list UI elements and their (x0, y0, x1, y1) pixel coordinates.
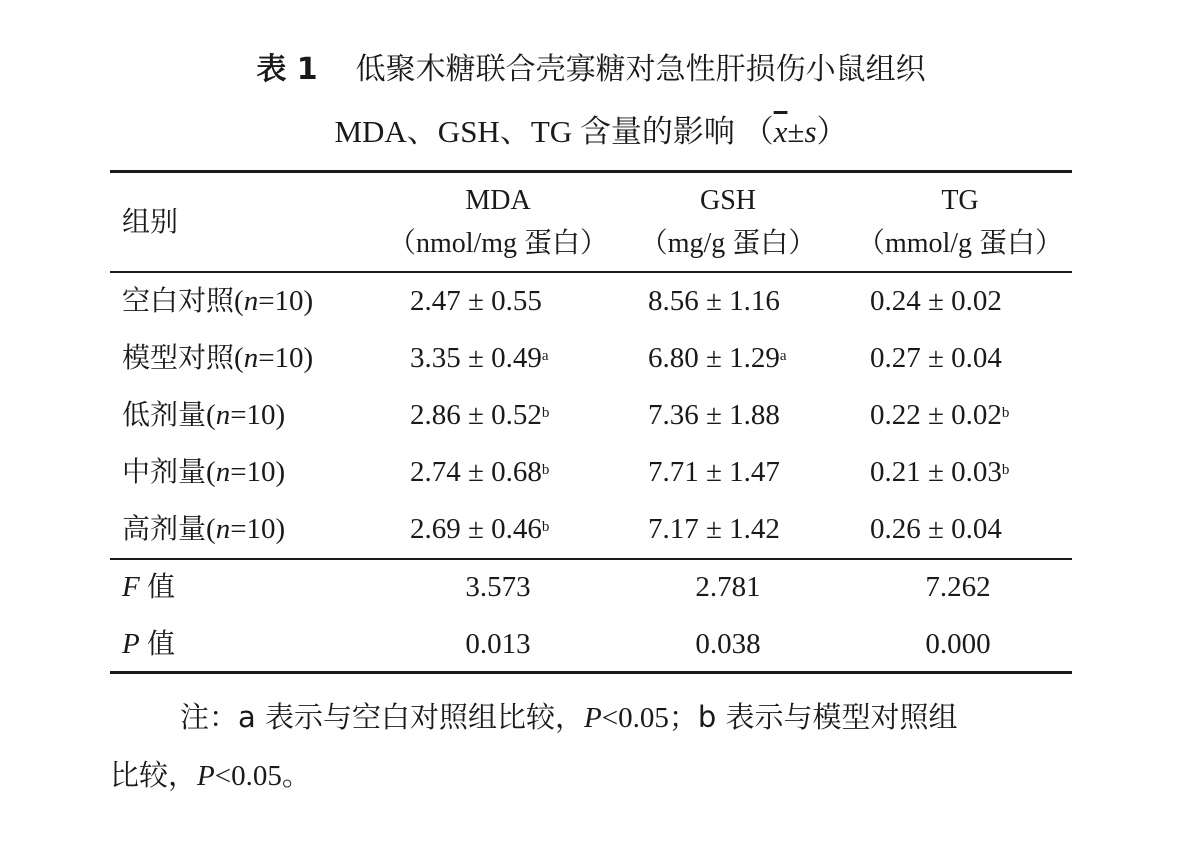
plus-minus-symbol: ± (787, 114, 805, 149)
tg-value: 0.24 ± 0.02 (870, 285, 1002, 317)
table-footnote-line1: 注：a 表示与空白对照组比较，P<0.05；b 表示与模型对照组 (180, 700, 958, 734)
row-group-label: 中剂量(n=10) (122, 455, 286, 488)
row-group-label: 高剂量(n=10) (122, 512, 286, 545)
mda-value: 2.69 ± 0.46$^b$ (410, 513, 550, 545)
mean-symbol: $\overline{x}$ (773, 114, 788, 149)
gsh-value: 7.71 ± 1.47 (648, 456, 780, 488)
header-tg-name: TG (941, 185, 979, 216)
table-caption-line2 (0, 112, 1182, 152)
tg-value: 0.22 ± 0.02$^b$ (870, 399, 1010, 431)
stat-mda-value: 0.013 (465, 628, 531, 660)
stat-label: P 值 (122, 627, 175, 660)
gsh-value: 6.80 ± 1.29$^a$ (648, 342, 787, 374)
stat-gsh-value: 2.781 (695, 571, 761, 603)
tg-value: 0.27 ± 0.04 (870, 342, 1002, 374)
stat-tg-value: 7.262 (925, 571, 991, 603)
stat-gsh-value: 0.038 (695, 628, 761, 660)
stat-tg-value: 0.000 (925, 628, 991, 660)
row-group-label: 空白对照(n=10) (122, 284, 314, 317)
table-title-line1: 低聚木糖联合壳寡糖对急性肝损伤小鼠组织 (355, 52, 926, 87)
stat-label: F 值 (122, 570, 175, 603)
mda-value: 3.35 ± 0.49$^a$ (410, 342, 549, 374)
table-title-line2: MDA、GSH、TG 含量的影响 (334, 114, 735, 149)
table-header-rule (110, 271, 1072, 273)
table-footnote-line2: 比较，P<0.05。 (110, 758, 311, 792)
header-group: 组别 (122, 205, 179, 238)
header-mda-name: MDA (465, 185, 531, 216)
stat-notation: $(\overline{x}\pm s)$ (742, 114, 848, 149)
gsh-value: 7.36 ± 1.88 (648, 399, 780, 431)
tg-value: 0.26 ± 0.04 (870, 513, 1002, 545)
table-bottom-rule (110, 671, 1072, 674)
table-top-rule (110, 170, 1072, 173)
gsh-value: 7.17 ± 1.42 (648, 513, 780, 545)
table-stats-rule (110, 558, 1072, 560)
tg-value: 0.21 ± 0.03$^b$ (870, 456, 1010, 488)
row-group-label: 模型对照(n=10) (122, 341, 314, 374)
gsh-value: 8.56 ± 1.16 (648, 285, 780, 317)
header-gsh-unit: （mg/g 蛋白） (639, 228, 817, 259)
mda-value: 2.47 ± 0.55 (410, 285, 542, 317)
table-number-label: 表 1 (256, 52, 318, 87)
header-mda-unit: （nmol/mg 蛋白） (387, 228, 609, 259)
row-group-label: 低剂量(n=10) (122, 398, 286, 431)
sd-symbol: s (804, 114, 817, 149)
header-tg-unit: （mmol/g 蛋白） (856, 228, 1064, 259)
mda-value: 2.86 ± 0.52$^b$ (410, 399, 550, 431)
table-caption-line1 (0, 50, 1182, 90)
stat-mda-value: 3.573 (465, 571, 531, 603)
header-gsh-name: GSH (699, 185, 756, 216)
mda-value: 2.74 ± 0.68$^b$ (410, 456, 550, 488)
